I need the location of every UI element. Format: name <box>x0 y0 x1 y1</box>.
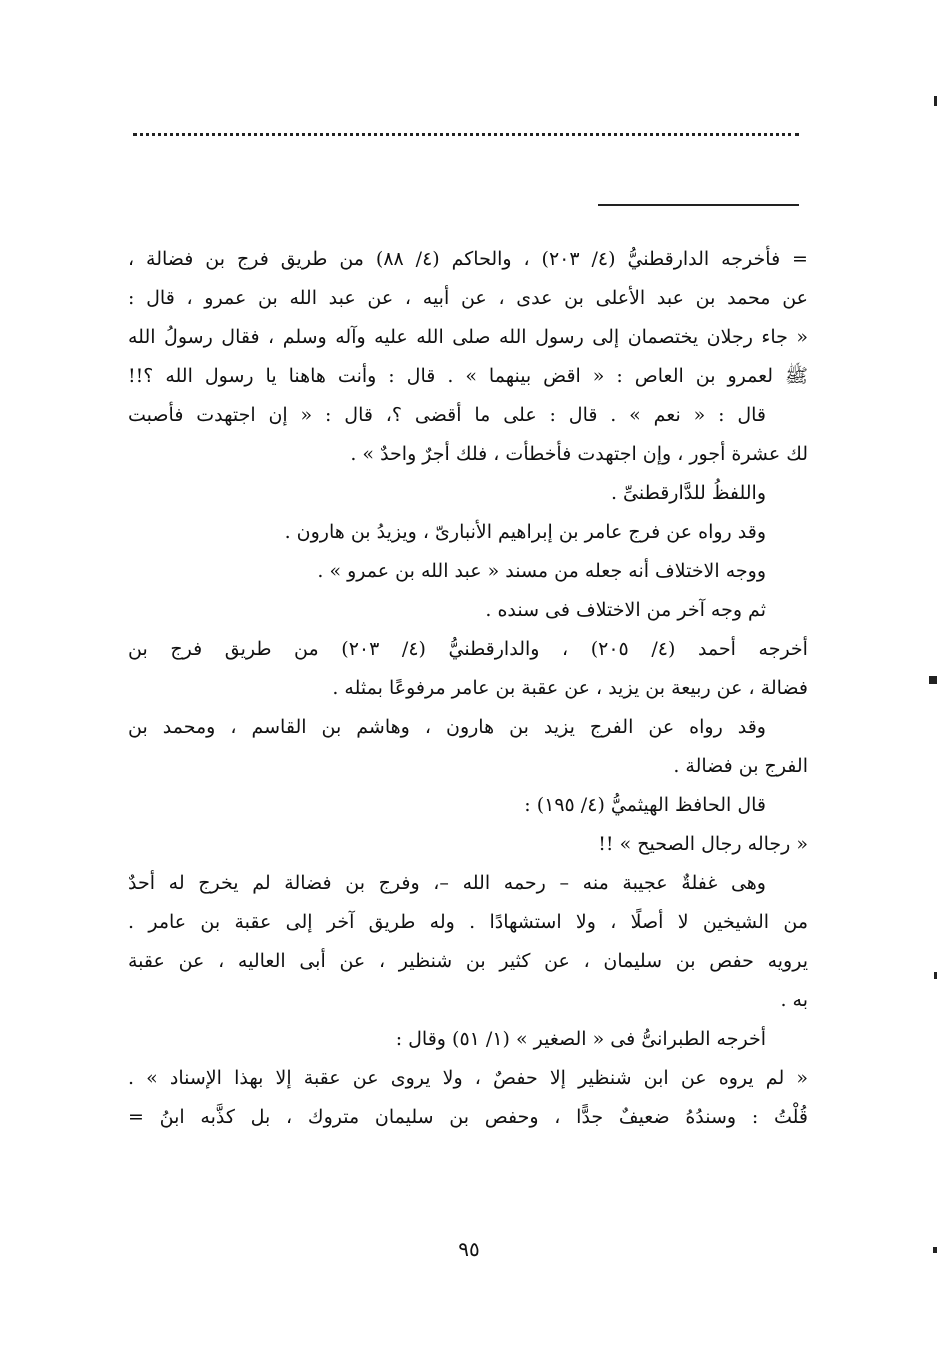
text-line: واللفظُ للدَّارقطنىِّ . <box>610 482 766 504</box>
text-line: ﷺ لعمرو بن العاص : « اقض بينهما » . قال : وأنت هاهنا يا رسول الله ؟!! <box>128 365 808 387</box>
scan-edge-mark <box>933 1247 937 1253</box>
text-line: قُلْتُ : وسندُهُ ضعيفٌ جدًّا ، وحفص بن سليمان متروك ، بل كذَّبه ابنُ = <box>128 1106 808 1128</box>
text-line: ثم وجه آخر من الاختلاف فى سنده . <box>485 599 766 621</box>
text-line: عن محمد بن عبد الأعلى بن عدى ، عن أبيه ، عن عبد الله بن عمرو ، قال : <box>128 287 808 309</box>
text-line: « لم يروه عن ابن شنظير إلا حفصٌ ، ولا يروى عن عقبة إلا بهذا الإسناد » . <box>128 1067 808 1089</box>
scan-edge-mark <box>929 676 937 684</box>
text-line: الفرج بن فضالة . <box>673 755 808 777</box>
text-line: ووجه الاختلاف أنه جعله من مسند « عبد الله بن عمرو » . <box>317 560 766 582</box>
text-line: وقد رواه عن الفرج يزيد بن هارون ، وهاشم بن القاسم ، ومحمد بن <box>128 716 766 738</box>
text-line: أخرجه الطبرانىُّ فى « الصغير » (١/ ٥١) وقال : <box>395 1028 766 1050</box>
text-line: وقد رواه عن فرج عامر بن إبراهيم الأنبارىّ ، ويزيدُ بن هارون . <box>284 521 766 543</box>
text-line: يرويه حفص بن سليمان ، عن كثير بن شنظير ، عن أبى العاليه ، عن عقبة <box>128 950 808 972</box>
text-line: به . <box>780 989 808 1011</box>
page-number: ٩٥ <box>458 1237 480 1261</box>
text-line: قال الحافظ الهيثميُّ (٤/ ١٩٥) : <box>524 794 766 816</box>
text-line: وهى غفلةٌ عجيبة منه – رحمه الله –، وفرج بن فضالة لم يخرج له أحدٌ <box>128 872 766 894</box>
footnote-rule <box>598 204 799 206</box>
text-line: قال : « نعم » . قال : على ما أقضى ؟، قال : « إن اجتهدت فأصبت <box>128 404 766 426</box>
text-line: = فأخرجه الدارقطنيُّ (٤/ ٢٠٣) ، والحاكم (٤/ ٨٨) من طريق فرج بن فضالة ، <box>128 248 808 270</box>
scan-edge-mark <box>934 972 937 979</box>
footnote-text <box>128 240 808 1137</box>
text-line: « رجاله رجال الصحيح » !! <box>598 833 808 855</box>
scan-edge-mark <box>934 96 937 106</box>
text-line: فضالة ، عن ربيعة بن يزيد ، عن عقبة بن عامر مرفوعًا بمثله . <box>332 677 808 699</box>
text-line: لك عشرة أجور ، وإن اجتهدت فأخطأت ، فلك أجرٌ واحدٌ » . <box>350 443 808 465</box>
text-line: « جاء رجلان يختصمان إلى رسول الله صلى الله عليه وآله وسلم ، فقال رسولُ الله <box>128 326 808 348</box>
text-line: أخرجه أحمد (٤/ ٢٠٥) ، والدارقطنيُّ (٤/ ٢٠٣) من طريق فرج بن <box>128 638 808 660</box>
dotted-separator <box>133 133 799 136</box>
text-line: من الشيخين لا أصلًا ، ولا استشهادًا . وله طريق آخر إلى عقبة بن عامر . <box>128 911 808 933</box>
